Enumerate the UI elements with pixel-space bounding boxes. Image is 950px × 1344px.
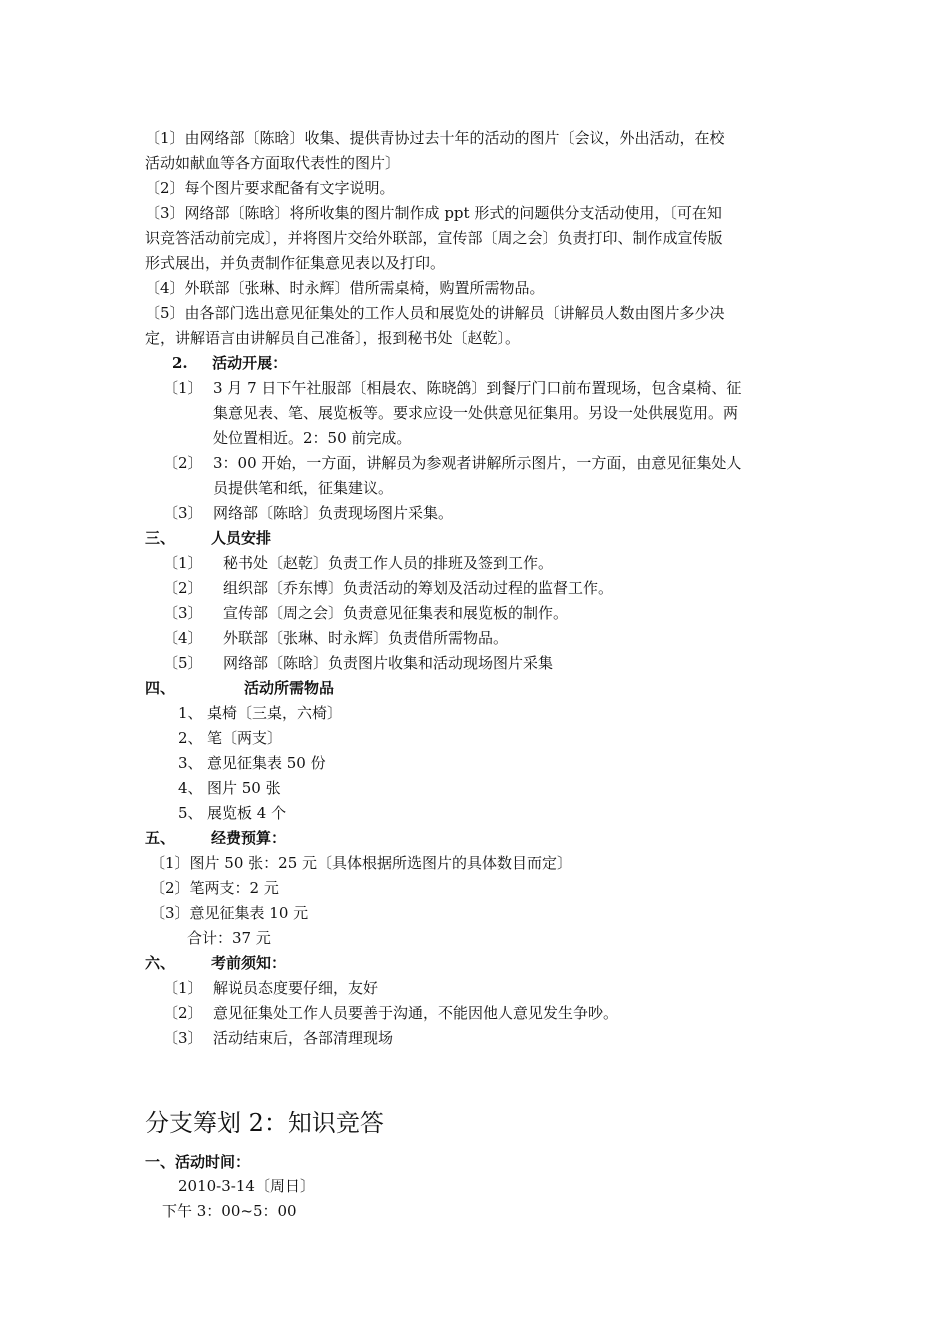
section3-item4-num: 〔4〕: [163, 629, 203, 647]
section5-total: 合计：37 元: [187, 929, 271, 947]
section3-item5-num: 〔5〕: [163, 654, 203, 672]
section5-item3: 〔3〕意见征集表 10 元: [150, 904, 309, 922]
section6-item3-text: 活动结束后，各部清理现场: [213, 1029, 394, 1047]
section6-item1-text: 解说员态度要仔细，友好: [213, 979, 379, 997]
section4-item2-text: 笔〔两支〕: [207, 729, 283, 747]
branch-heading: 分支筹划 2：知识竞答: [145, 1109, 384, 1137]
section2-item2-line1: 3：00 开始，一方面，讲解员为参观者讲解所示图片，一方面，由意见征集处人: [213, 454, 742, 472]
section3-title: 人员安排: [211, 529, 272, 547]
section2-item3-num: 〔3〕: [163, 504, 203, 522]
section4-num: 四、: [145, 679, 176, 697]
section3-item1-text: 秘书处〔赵乾〕负责工作人员的排班及签到工作。: [223, 554, 554, 572]
section5-item2: 〔2〕笔两支：2 元: [150, 879, 279, 897]
section6-item2-num: 〔2〕: [163, 1004, 203, 1022]
branch-time: 下午 3：00~5：00: [162, 1202, 297, 1220]
section4-item5-num: 5、: [178, 804, 203, 822]
section6-num: 六、: [145, 954, 176, 972]
section5-title: 经费预算：: [211, 829, 287, 847]
section3-num: 三、: [145, 529, 176, 547]
section2-item2-line2: 员提供笔和纸，征集建议。: [213, 479, 394, 497]
section2-item2-num: 〔2〕: [163, 454, 203, 472]
section4-item4-num: 4、: [178, 779, 203, 797]
branch-sub-title: 一、活动时间：: [145, 1153, 251, 1171]
section3-item2-text: 组织部〔乔东博〕负责活动的筹划及活动过程的监督工作。: [223, 579, 614, 597]
prep-line-7: 〔4〕外联部〔张琳、时永辉〕借所需桌椅，购置所需物品。: [145, 279, 545, 297]
section5-num: 五、: [145, 829, 176, 847]
section2-item1-line2: 集意见表、笔、展览板等。要求应设一处供意见征集用。另设一处供展览用。两: [213, 404, 739, 422]
section2-num: 2.: [172, 354, 188, 372]
prep-line-6: 形式展出，并负责制作征集意见表以及打印。: [145, 254, 446, 272]
section3-item1-num: 〔1〕: [163, 554, 203, 572]
section3-item5-text: 网络部〔陈晗〕负责图片收集和活动现场图片采集: [223, 654, 554, 672]
prep-line-9: 定，讲解语言由讲解员自己准备〕，报到秘书处〔赵乾〕。: [145, 329, 521, 347]
prep-line-2: 活动如献血等各方面取代表性的图片〕: [145, 154, 401, 172]
prep-line-8: 〔5〕由各部门选出意见征集处的工作人员和展览处的讲解员〔讲解员人数由图片多少决: [145, 304, 725, 322]
prep-line-5: 识竞答活动前完成〕，并将图片交给外联部，宣传部〔周之会〕负责打印、制作成宣传版: [145, 229, 723, 247]
section6-item3-num: 〔3〕: [163, 1029, 203, 1047]
section5-item1: 〔1〕图片 50 张：25 元〔具体根据所选图片的具体数目而定〕: [150, 854, 573, 872]
section2-title: 活动开展：: [212, 354, 288, 372]
section4-item1-text: 桌椅〔三桌，六椅〕: [207, 704, 343, 722]
branch-date: 2010-3-14〔周日〕: [178, 1177, 315, 1195]
section3-item3-text: 宣传部〔周之会〕负责意见征集表和展览板的制作。: [223, 604, 569, 622]
section4-title: 活动所需物品: [244, 679, 335, 697]
prep-line-3: 〔2〕每个图片要求配备有文字说明。: [145, 179, 395, 197]
section4-item2-num: 2、: [178, 729, 203, 747]
section2-item1-num: 〔1〕: [163, 379, 203, 397]
section4-item5-text: 展览板 4 个: [207, 804, 287, 822]
prep-line-4: 〔3〕网络部〔陈晗〕将所收集的图片制作成 ppt 形式的问题供分支活动使用，〔可在知: [145, 204, 722, 222]
section4-item4-text: 图片 50 张: [207, 779, 281, 797]
section3-item2-num: 〔2〕: [163, 579, 203, 597]
section6-item2-text: 意见征集处工作人员要善于沟通，不能因他人意见发生争吵。: [213, 1004, 619, 1022]
section2-heading: [172, 351, 840, 376]
section4-item1-num: 1、: [178, 704, 203, 722]
section6-item1-num: 〔1〕: [163, 979, 203, 997]
section4-item3-text: 意见征集表 50 份: [207, 754, 326, 772]
section2-item1-line1: 3 月 7 日下午社服部〔相晨农、陈晓鸽〕到餐厅门口前布置现场，包含桌椅、征: [213, 379, 742, 397]
prep-line-1: 〔1〕由网络部〔陈晗〕收集、提供青协过去十年的活动的图片〔会议，外出活动，在校: [145, 129, 725, 147]
section4-item3-num: 3、: [178, 754, 203, 772]
section2-item1-line3: 处位置相近。2：50 前完成。: [213, 429, 412, 447]
section6-title: 考前须知：: [211, 954, 287, 972]
section3-item3-num: 〔3〕: [163, 604, 203, 622]
section2-item3-line1: 网络部〔陈晗〕负责现场图片采集。: [213, 504, 454, 522]
section3-item4-text: 外联部〔张琳、时永辉〕负责借所需物品。: [223, 629, 509, 647]
